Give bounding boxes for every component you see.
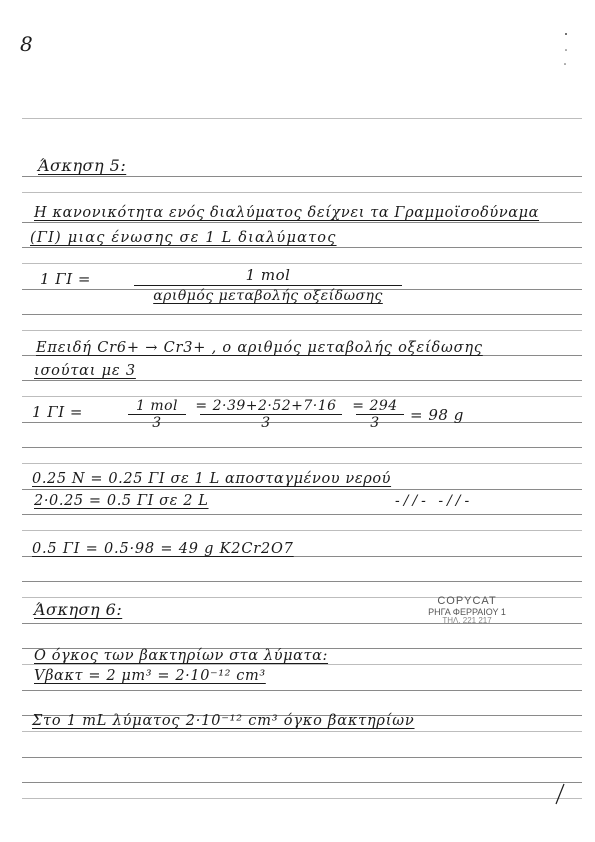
exercise-6-line-2: Vβακτ = 2 μm³ = 2·10⁻¹² cm³ — [34, 668, 266, 684]
calc-numerator-3: = 294 — [352, 398, 398, 414]
ruled-line — [22, 222, 582, 223]
calc-left: 1 ΓΙ = — [32, 403, 83, 421]
calc-numerator-2: = 2·39+2·52+7·16 — [195, 398, 337, 414]
pen-stroke-mark — [552, 782, 568, 806]
stamp-line-3: ΤΗΛ. 221 217 — [442, 615, 492, 625]
fraction-bar — [134, 285, 402, 286]
ruled-line — [22, 447, 582, 448]
exercise-5-line-1: Η κανονικότητα ενός διαλύματος δείχνει τα Γραμμοϊσοδύναμα — [34, 205, 540, 221]
normality-line-1: 0.25 N = 0.25 ΓΙ σε 1 L αποσταγμένου νερού — [32, 471, 392, 487]
calc-denominator-2: 3 — [261, 415, 271, 431]
exercise-5-heading: Άσκηση 5: — [38, 156, 127, 175]
exercise-6-line-3: Στο 1 mL λύματος 2·10⁻¹² cm³ όγκο βακτηρίων — [32, 713, 415, 729]
ruled-line — [22, 176, 582, 177]
ruled-line — [22, 664, 582, 665]
calc-numerator-1: 1 mol — [135, 398, 179, 414]
ruled-line — [22, 380, 582, 381]
exercise-6-line-1: Ο όγκος των βακτηρίων στα λύματα: — [34, 648, 329, 664]
ruled-line — [22, 314, 582, 315]
exercise-5-line-2: (ΓΙ) μιας ένωσης σε 1 L διαλύματος — [30, 230, 337, 246]
ruled-line — [22, 581, 582, 582]
copy-shop-stamp — [412, 596, 522, 625]
ruled-line — [22, 118, 582, 119]
ruled-line — [22, 192, 582, 193]
calc-result: = 98 g — [410, 406, 464, 424]
definition-fraction — [118, 266, 418, 304]
calc-denominator-1: 3 — [152, 415, 162, 431]
calc-fraction-3 — [346, 398, 404, 431]
mass-line: 0.5 ΓΙ = 0.5·98 = 49 g K2Cr2O7 — [32, 541, 294, 557]
exercise-6-heading: Άσκηση 6: — [34, 600, 123, 619]
ruled-line — [22, 782, 582, 783]
ruled-line — [22, 757, 582, 758]
page-number: 8 — [20, 32, 34, 56]
ruled-line — [22, 247, 582, 248]
calc-denominator-3: 3 — [370, 415, 380, 431]
ruled-line — [22, 690, 582, 691]
ruled-line — [22, 263, 582, 264]
ruled-line — [22, 514, 582, 515]
definition-numerator: 1 mol — [245, 266, 291, 284]
calc-fraction-2 — [190, 398, 342, 431]
speck-marks — [560, 30, 572, 70]
ruled-line — [22, 798, 582, 799]
ruled-line — [22, 396, 582, 397]
definition-denominator: αριθμός μεταβολής οξείδωσης — [153, 288, 383, 304]
ruled-line — [22, 489, 582, 490]
ditto-marks: -//- -//- — [395, 493, 474, 509]
ruled-line — [22, 330, 582, 331]
ruled-line — [22, 463, 582, 464]
ruled-line — [22, 731, 582, 732]
normality-line-2: 2·0.25 = 0.5 ΓΙ σε 2 L — [34, 493, 209, 509]
stamp-line-2: ΡΗΓΑ ΦΕΡΡΑΙΟΥ 1 — [428, 606, 506, 617]
stamp-line-1: COPYCAT — [437, 595, 497, 607]
since-line-2: ισούται με 3 — [34, 363, 136, 379]
definition-left: 1 ΓΙ = — [40, 270, 91, 288]
calc-fraction-1 — [128, 398, 186, 431]
ruled-line — [22, 530, 582, 531]
since-line-1: Επειδή Cr6+ → Cr3+ , ο αριθμός μεταβολής οξείδωσης — [36, 340, 483, 356]
